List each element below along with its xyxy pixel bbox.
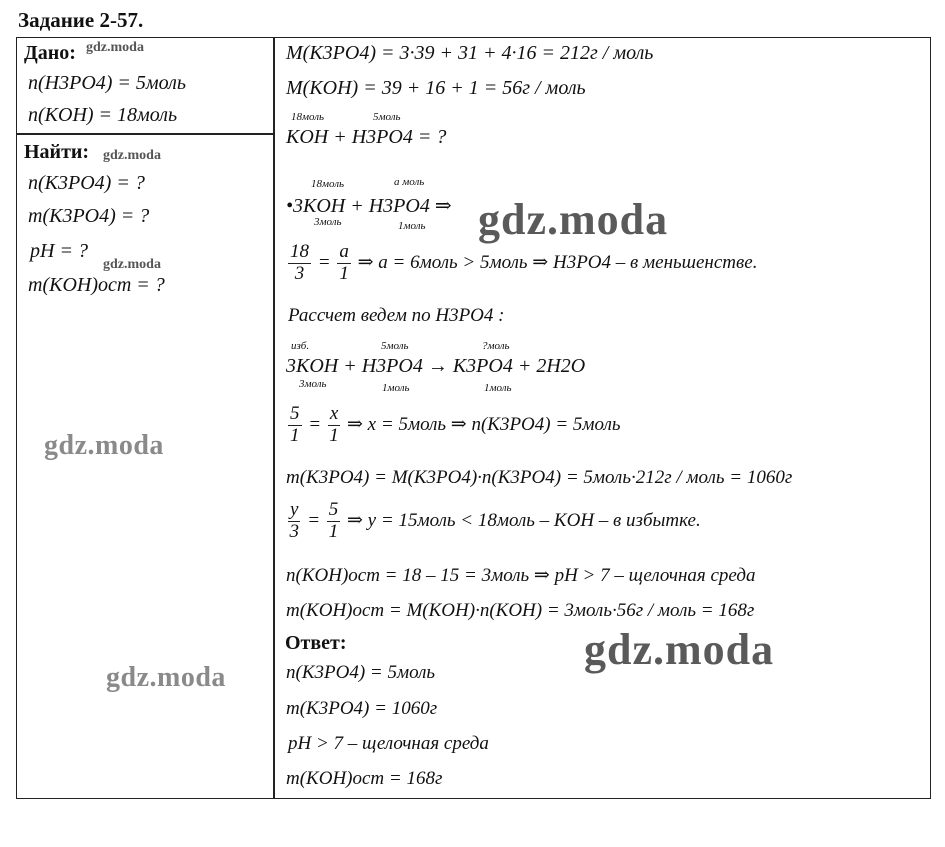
find-line-4: m(KOH)ост = ? <box>28 274 165 296</box>
answer-header: Ответ: <box>285 632 347 654</box>
eq1-label: 18моль <box>291 111 325 123</box>
watermark: gdz.moda <box>584 625 775 674</box>
eq3-label-top: ?моль <box>482 340 510 352</box>
equation-1: KOH + H3PO4 = ? <box>286 126 447 148</box>
equation-2: •3KOH + H3PO4 ⇒ <box>286 195 452 217</box>
find-line-2: m(K3PO4) = ? <box>28 205 150 227</box>
given-header: Дано: <box>24 42 76 64</box>
find-line-3: pH = ? <box>30 240 88 262</box>
eq2-label-bottom: 3моль <box>314 216 342 228</box>
eq2-label-top: 18моль <box>311 178 345 190</box>
ratio-line-1: $\frac{18}{3}$ = $\frac{a}{1}$ ⇒ a = 6моль > 5моль ⇒ H3PO4 – в меньшенстве. <box>290 241 758 284</box>
mass-k3po4-line: m(K3PO4) = M(K3PO4)·n(K3PO4) = 5моль·212г / моль = 1060г <box>286 467 793 488</box>
given-divider <box>16 133 274 135</box>
eq3-label-bottom: 1моль <box>484 382 512 394</box>
molar-mass-koh: M(KOH) = 39 + 16 + 1 = 56г / моль <box>286 77 586 99</box>
watermark: gdz.moda <box>103 148 161 163</box>
given-line-1: n(H3PO4) = 5моль <box>28 72 187 94</box>
answer-line-4: m(KOH)ост = 168г <box>286 768 443 789</box>
answer-line-3: pH > 7 – щелочная среда <box>288 733 489 754</box>
watermark: gdz.moda <box>44 430 164 461</box>
eq2-label-bottom: 1моль <box>398 220 426 232</box>
eq2-label-top: a моль <box>394 176 425 188</box>
eq1-label: 5моль <box>373 111 401 123</box>
ratio-line-3: $\frac{y}{3}$ = $\frac{5}{1}$ ⇒ y = 15моль < 18моль – KOH – в избытке. <box>289 499 701 542</box>
eq3-label-top: изб. <box>291 340 310 352</box>
answer-line-1: n(K3PO4) = 5моль <box>286 662 436 683</box>
watermark: gdz.moda <box>103 257 161 272</box>
watermark: gdz.moda <box>478 195 669 244</box>
eq3-label-top: 5моль <box>381 340 409 352</box>
equation-3: 3KOH + H3PO4 → K3PO4 + 2H2O <box>286 355 586 377</box>
koh-mass-line: m(KOH)ост = M(KOH)·n(KOH) = 3моль·56г / моль = 168г <box>286 600 755 621</box>
watermark: gdz.moda <box>86 40 144 55</box>
answer-line-2: m(K3PO4) = 1060г <box>286 698 438 719</box>
calc-by-line: Рассчет ведем по H3PO4 : <box>288 305 505 326</box>
find-line-1: n(K3PO4) = ? <box>28 172 145 194</box>
eq3-label-bottom: 3моль <box>299 378 327 390</box>
find-header: Найти: <box>24 141 90 163</box>
column-divider <box>273 37 275 799</box>
koh-rest-line: n(KOH)ост = 18 – 15 = 3моль ⇒ pH > 7 – щелочная среда <box>286 565 756 586</box>
ratio-line-2: $\frac{5}{1}$ = $\frac{x}{1}$ ⇒ x = 5моль ⇒ n(K3PO4) = 5моль <box>290 403 621 446</box>
watermark: gdz.moda <box>106 662 226 693</box>
eq3-label-bottom: 1моль <box>382 382 410 394</box>
task-title: Задание 2-57. <box>18 8 144 32</box>
molar-mass-k3po4: M(K3PO4) = 3·39 + 31 + 4·16 = 212г / моль <box>286 42 654 64</box>
given-line-2: n(KOH) = 18моль <box>28 104 178 126</box>
